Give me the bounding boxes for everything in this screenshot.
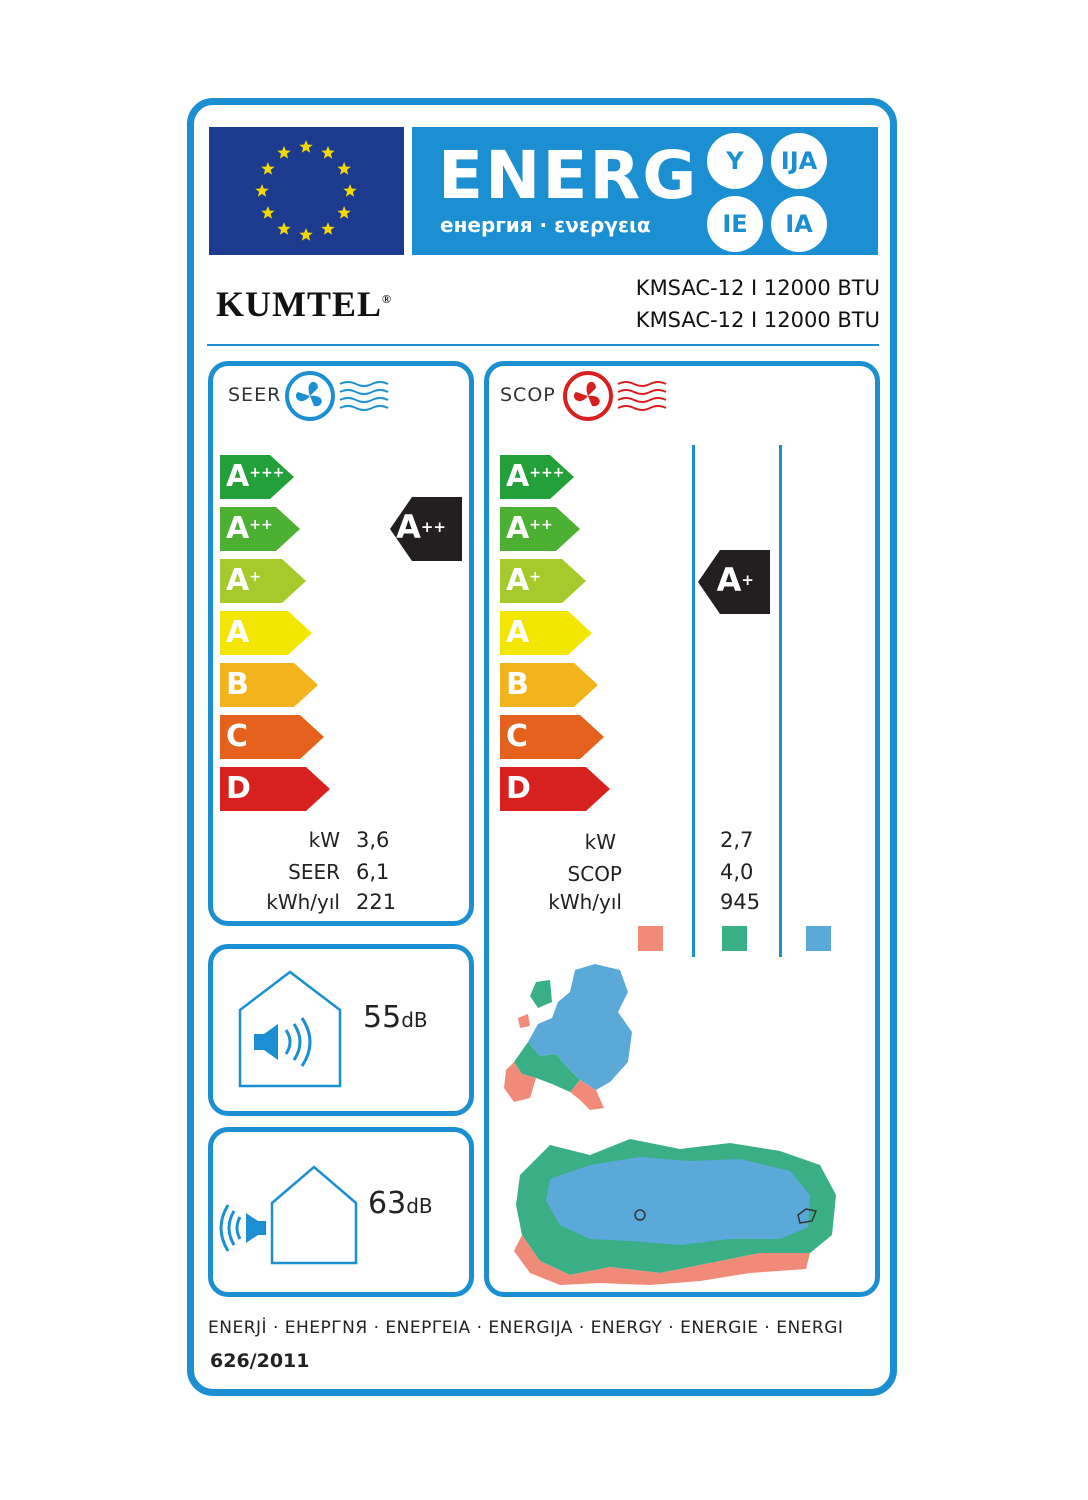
efficiency-class-label: A xyxy=(226,615,250,650)
zone-divider xyxy=(779,445,782,957)
efficiency-bar xyxy=(500,767,610,811)
suffix-badge: Y xyxy=(707,133,763,189)
seer-value: 6,1 xyxy=(356,860,390,884)
efficiency-bar xyxy=(220,611,312,655)
cooling-rating-indicator: A++ xyxy=(390,497,462,561)
efficiency-class-label: B xyxy=(506,667,529,702)
warm-zone-swatch xyxy=(638,926,663,951)
efficiency-bar xyxy=(220,663,318,707)
heating-kw-label: kW xyxy=(584,830,616,854)
efficiency-class-label: A+ xyxy=(506,563,541,598)
efficiency-bar xyxy=(220,507,300,551)
eu-star-icon xyxy=(321,146,334,159)
scop-title: SCOP xyxy=(500,384,556,406)
eu-star-icon xyxy=(277,146,290,159)
heating-rating-indicator: A+ xyxy=(698,550,770,614)
eu-star-icon xyxy=(261,162,274,175)
energy-subtitle: енергия · ενεργεια xyxy=(440,213,651,237)
efficiency-class-label: A+ xyxy=(226,563,261,598)
efficiency-bar xyxy=(500,611,592,655)
outdoor-noise-value: 63dB xyxy=(368,1186,433,1221)
efficiency-class-label: A++ xyxy=(226,511,273,546)
eu-star-icon xyxy=(277,222,290,235)
efficiency-class-label: C xyxy=(506,719,529,754)
average-zone-swatch xyxy=(722,926,747,951)
cooling-kw-value: 3,6 xyxy=(356,828,390,852)
heating-kw-value: 2,7 xyxy=(720,828,754,852)
efficiency-class-label: A+++ xyxy=(506,459,565,494)
turkey-climate-map-icon xyxy=(510,1135,845,1285)
eu-star-icon xyxy=(321,222,334,235)
efficiency-bar xyxy=(220,767,330,811)
efficiency-class-label: C xyxy=(226,719,249,754)
cold-zone-swatch xyxy=(806,926,831,951)
regulation-number: 626/2011 xyxy=(210,1350,310,1372)
efficiency-class-label: B xyxy=(226,667,249,702)
eu-stars-icon xyxy=(209,127,404,255)
efficiency-class-label: D xyxy=(506,771,531,806)
scop-value: 4,0 xyxy=(720,860,754,884)
eu-flag xyxy=(209,127,404,255)
heating-kwh-label: kWh/yıl xyxy=(548,890,622,914)
eu-star-icon xyxy=(261,206,274,219)
europe-climate-map-icon xyxy=(500,962,640,1112)
efficiency-bar xyxy=(220,455,294,499)
scop-label: SCOP xyxy=(567,862,622,886)
efficiency-bar xyxy=(220,559,306,603)
efficiency-bar xyxy=(220,715,324,759)
eu-star-icon xyxy=(337,162,350,175)
indoor-speaker-house-icon xyxy=(238,970,342,1088)
indoor-noise-value: 55dB xyxy=(363,1000,428,1035)
energy-title: ENERG xyxy=(438,137,699,214)
heating-fan-icon xyxy=(558,370,688,426)
efficiency-bar xyxy=(500,715,604,759)
zone-divider xyxy=(692,445,695,957)
model-name: KMSAC-12 I 12000 BTU xyxy=(635,276,880,300)
seer-title: SEER xyxy=(228,384,282,406)
eu-star-icon xyxy=(299,228,312,241)
efficiency-bar xyxy=(500,507,580,551)
efficiency-class-label: A++ xyxy=(506,511,553,546)
efficiency-bar xyxy=(500,559,586,603)
eu-star-icon xyxy=(255,184,268,197)
suffix-badge: IE xyxy=(707,196,763,252)
model-name: KMSAC-12 I 12000 BTU xyxy=(635,308,880,332)
efficiency-class-label: A+++ xyxy=(226,459,285,494)
efficiency-class-label: A xyxy=(506,615,530,650)
suffix-badge: IA xyxy=(771,196,827,252)
heating-kwh-value: 945 xyxy=(720,890,761,914)
cooling-fan-icon xyxy=(284,370,404,426)
efficiency-class-label: D xyxy=(226,771,251,806)
efficiency-bar xyxy=(500,663,598,707)
energy-languages: ENERJİ · ЕНЕРГNЯ · ΕΝΕΡΓΕΙΑ · ENERGIJA · ENERGY · ENERGIE · ENERGI xyxy=(208,1318,844,1338)
cooling-kw-label: kW xyxy=(308,828,340,852)
brand-name: KUMTEL® xyxy=(216,284,392,324)
header-separator xyxy=(207,344,879,346)
eu-star-icon xyxy=(337,206,350,219)
cooling-kwh-label: kWh/yıl xyxy=(266,890,340,914)
cooling-kwh-value: 221 xyxy=(356,890,397,914)
seer-label: SEER xyxy=(288,860,340,884)
outdoor-speaker-house-icon xyxy=(218,1165,358,1265)
eu-star-icon xyxy=(343,184,356,197)
efficiency-bar xyxy=(500,455,574,499)
eu-star-icon xyxy=(299,140,312,153)
suffix-badge: IJA xyxy=(771,133,827,189)
